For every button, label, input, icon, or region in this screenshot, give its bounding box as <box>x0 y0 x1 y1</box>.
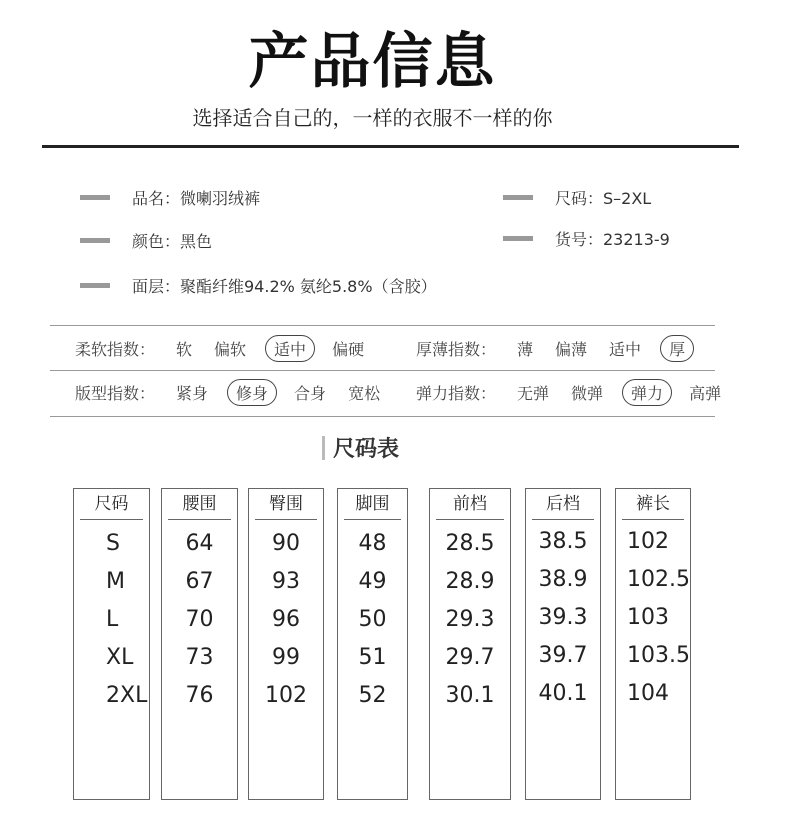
index-name: 厚薄指数： <box>416 339 497 359</box>
bullet-bar <box>80 283 110 288</box>
size-column-header: 尺码 <box>80 489 143 520</box>
size-cell: 76 <box>185 683 214 708</box>
size-column <box>161 488 238 800</box>
size-cell: 49 <box>358 569 387 594</box>
index-option: 紧身 <box>176 383 209 403</box>
size-cell: 28.9 <box>445 569 495 594</box>
size-cell: 103 <box>627 605 669 630</box>
size-cell: 70 <box>185 607 214 632</box>
index-option: 偏软 <box>214 339 247 359</box>
size-column <box>429 488 511 800</box>
index-option: 高弹 <box>689 383 722 403</box>
size-cell: 48 <box>358 531 387 556</box>
size-column <box>248 488 324 800</box>
size-column-header: 臀围 <box>255 489 317 520</box>
index-option: 修身 <box>227 379 277 406</box>
size-column <box>337 488 408 800</box>
size-cell: 39.3 <box>538 605 588 630</box>
size-cell: 50 <box>358 607 387 632</box>
page-title: 产品信息 <box>248 27 497 97</box>
size-column <box>73 488 150 800</box>
size-cell: 90 <box>272 531 300 556</box>
index-option: 弹力 <box>622 379 672 406</box>
size-column-header: 裤长 <box>622 489 684 520</box>
size-cell: 102 <box>627 529 669 554</box>
item-number: 货号：23213-9 <box>555 230 670 249</box>
info-itemno-row <box>503 227 670 250</box>
size-cell: 102.5 <box>627 567 690 592</box>
index-option: 无弹 <box>517 383 550 403</box>
bullet-bar <box>503 195 533 200</box>
softness-index <box>75 333 367 363</box>
thickness-index <box>416 333 694 363</box>
size-cell: 52 <box>358 683 387 708</box>
size-cell: 51 <box>358 645 387 670</box>
size-column-header: 后档 <box>532 489 594 520</box>
size-cell: 73 <box>185 645 214 670</box>
size-cell: 93 <box>272 569 300 594</box>
index-divider <box>50 325 715 326</box>
size-cell: 29.7 <box>445 645 495 670</box>
index-option: 适中 <box>609 339 642 359</box>
index-option: 微弹 <box>571 383 604 403</box>
index-name: 版型指数： <box>75 383 156 403</box>
elasticity-index <box>416 377 724 407</box>
size-cell: 64 <box>185 531 214 556</box>
title-mark <box>322 436 325 460</box>
size-cell: 38.5 <box>538 529 588 554</box>
bullet-bar <box>80 238 110 243</box>
index-divider <box>50 370 715 371</box>
index-name: 柔软指数： <box>75 339 156 359</box>
size-cell: 96 <box>272 607 300 632</box>
info-name-row <box>80 186 260 209</box>
size-cell: S <box>106 531 120 556</box>
size-cell: 28.5 <box>445 531 495 556</box>
size-cell: 103.5 <box>627 643 690 668</box>
size-cell: 102 <box>265 683 307 708</box>
page-subtitle: 选择适合自己的，一样的衣服不一样的你 <box>192 106 553 130</box>
size-cell: M <box>106 569 125 594</box>
index-divider <box>50 416 715 417</box>
size-chart-title <box>322 432 399 463</box>
size-chart-title-text: 尺码表 <box>333 437 400 462</box>
header-divider <box>42 145 739 148</box>
product-material: 面层：聚酯纤维94.2% 氨纶5.8%（含胶） <box>132 277 437 296</box>
index-option: 宽松 <box>348 383 381 403</box>
size-cell: 2XL <box>106 683 148 708</box>
index-option: 偏硬 <box>332 339 365 359</box>
size-cell: XL <box>106 645 134 670</box>
size-cell: L <box>106 607 119 632</box>
info-size-row <box>503 186 651 209</box>
size-cell: 39.7 <box>538 643 588 668</box>
size-column <box>525 488 601 800</box>
size-cell: 104 <box>627 681 669 706</box>
size-column <box>615 488 691 800</box>
index-option: 偏薄 <box>555 339 588 359</box>
info-color-row <box>80 229 212 252</box>
size-column-header: 前档 <box>436 489 504 520</box>
index-name: 弹力指数： <box>416 383 497 403</box>
product-color: 颜色：黑色 <box>132 232 213 251</box>
size-column-header: 脚围 <box>344 489 401 520</box>
info-material-row <box>80 274 437 297</box>
size-cell: 38.9 <box>538 567 588 592</box>
bullet-bar <box>80 195 110 200</box>
index-option: 厚 <box>660 335 694 362</box>
index-option: 薄 <box>517 339 534 359</box>
bullet-bar <box>503 236 533 241</box>
size-cell: 40.1 <box>538 681 588 706</box>
index-option: 软 <box>176 339 193 359</box>
size-cell: 30.1 <box>445 683 495 708</box>
size-range: 尺码：S–2XL <box>555 189 652 208</box>
size-cell: 99 <box>272 645 300 670</box>
size-cell: 29.3 <box>445 607 495 632</box>
product-name: 品名：微喇羽绒裤 <box>132 189 261 208</box>
size-cell: 67 <box>185 569 214 594</box>
index-option: 合身 <box>294 383 327 403</box>
index-option: 适中 <box>265 335 315 362</box>
size-column-header: 腰围 <box>168 489 231 520</box>
fit-index <box>75 377 383 407</box>
